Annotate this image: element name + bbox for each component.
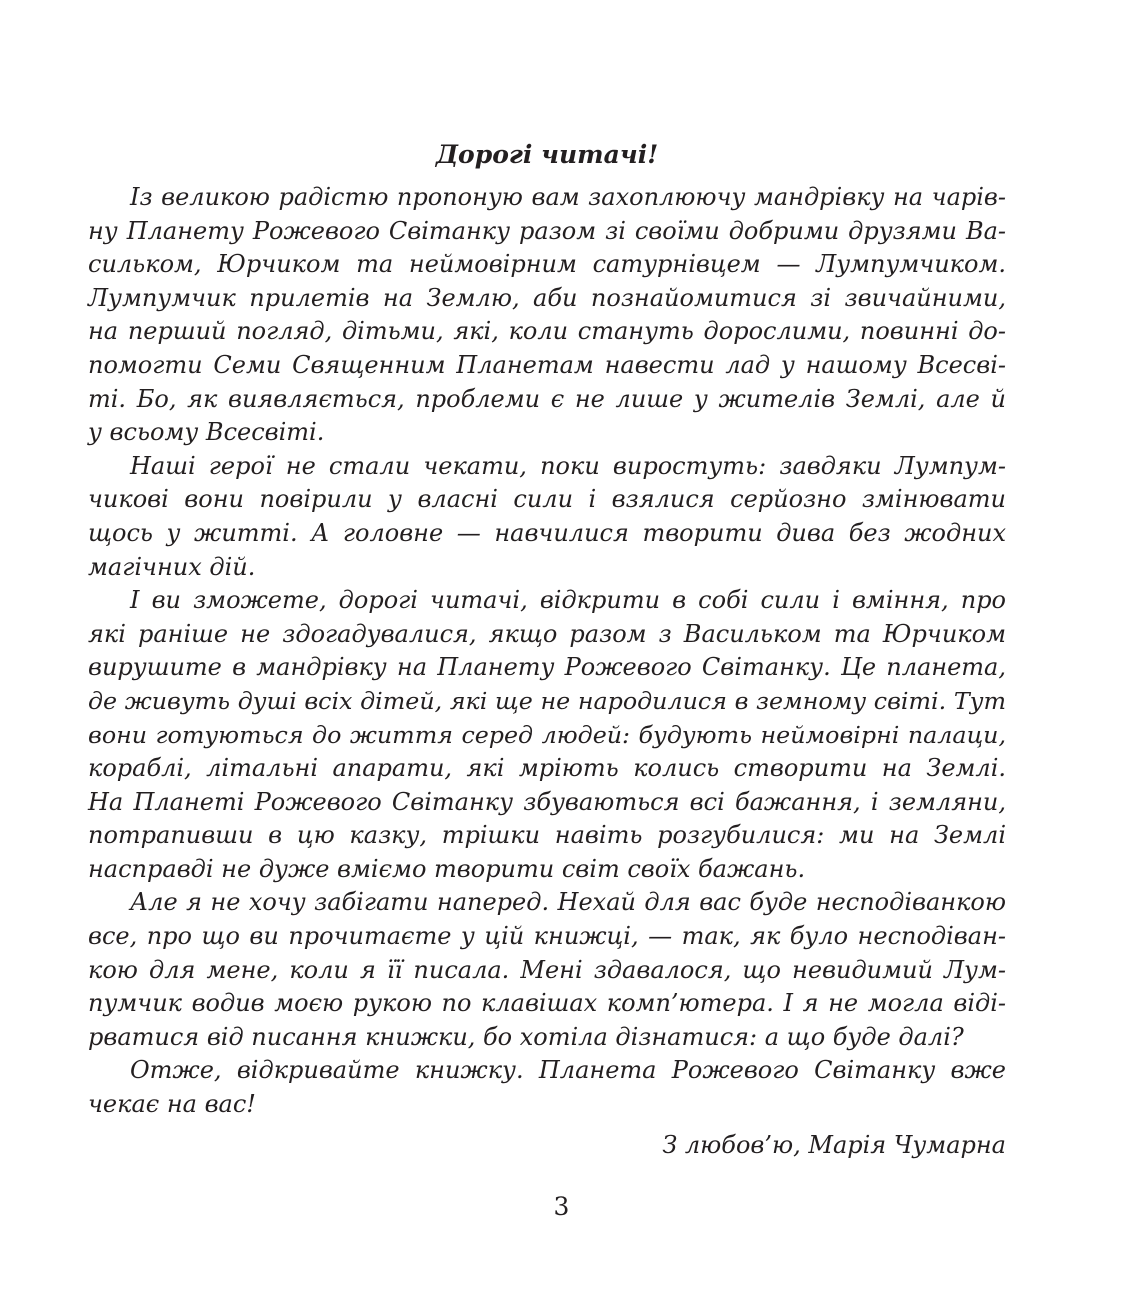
text-line: насправді не дуже вміємо творити світ своїх бажань. — [88, 854, 806, 883]
text-line: На Планеті Рожевого Світанку збуваються всі бажання, і земляни, — [88, 787, 1006, 816]
text-line: Лумпумчик прилетів на Землю, аби познайомитися зі звичайними, — [88, 283, 1006, 312]
paragraph-5 — [88, 1054, 1006, 1121]
text-line: магічних дій. — [88, 552, 256, 581]
text-line: помогти Семи Священним Планетам навести лад у нашому Всесві- — [88, 350, 1006, 379]
text-line: які раніше не здогадувалися, якщо разом з Васильком та Юрчиком — [88, 619, 1006, 648]
text-line: вони готуються до життя серед людей: будують неймовірні палаци, — [88, 720, 1006, 749]
text-line: щось у житті. А головне — навчилися творити дива без жодних — [88, 518, 1006, 547]
paragraph-2 — [88, 450, 1006, 584]
text-line: все, про що ви прочитаєте у цій книжці, — так, як було несподіван- — [88, 922, 1006, 951]
text-line: чикові вони повірили у власні сили і взялися серйозно змінювати — [88, 485, 1006, 514]
text-line: сильком, Юрчиком та неймовірним сатурнівцем — Лумпумчиком. — [88, 250, 1006, 279]
paragraph-3 — [88, 584, 1006, 886]
text-line: кою для мене, коли я її писала. Мені здавалося, що невидимий Лум- — [88, 955, 1006, 984]
text-line: Наші герої не стали чекати, поки виростуть: завдяки Лумпум- — [130, 451, 1006, 480]
text-line: ті. Бо, як виявляється, проблеми є не лише у жителів Землі, але й — [88, 384, 1006, 413]
text-line: вирушите в мандрівку на Планету Рожевого Світанку. Це планета, — [88, 653, 1006, 682]
text-line: у всьому Всесвіті. — [88, 418, 325, 447]
text-line: кораблі, літальні апарати, які мріють колись створити на Землі. — [88, 754, 1006, 783]
author-signature: З любов’ю, Марія Чумарна — [662, 1130, 1006, 1159]
letter-body — [88, 138, 1006, 1164]
paragraph-4 — [88, 886, 1006, 1054]
text-line: потрапивши в цю казку, трішки навіть розгубилися: ми на Землі — [88, 821, 1006, 850]
text-line: І ви зможете, дорогі читачі, відкрити в собі сили і вміння, про — [130, 586, 1006, 615]
paragraph-1 — [88, 181, 1006, 450]
text-line: пумчик водив моєю рукою по клавішах комп’ютера. І я не могла віді- — [88, 989, 1006, 1018]
text-line: рватися від писання книжки, бо хотіла дізнатися: а що буде далі? — [88, 1022, 964, 1051]
text-line: на перший погляд, дітьми, які, коли стануть дорослими, повинні до- — [88, 317, 1006, 346]
page-title: Дорогі читачі! — [435, 140, 659, 169]
text-line: ну Планету Рожевого Світанку разом зі своїми добрими друзями Ва- — [88, 216, 1006, 245]
page-number: 3 — [553, 1192, 570, 1221]
text-line: чекає на вас! — [88, 1090, 256, 1119]
text-line: Із великою радістю пропоную вам захоплюючу мандрівку на чарів- — [130, 183, 1006, 211]
text-line: Але я не хочу забігати наперед. Нехай для вас буде несподіванкою — [130, 888, 1006, 917]
text-line: Отже, відкривайте книжку. Планета Рожевого Світанку вже — [130, 1056, 1006, 1085]
text-line: де живуть душі всіх дітей, які ще не народилися в земному світі. Тут — [88, 686, 1006, 715]
